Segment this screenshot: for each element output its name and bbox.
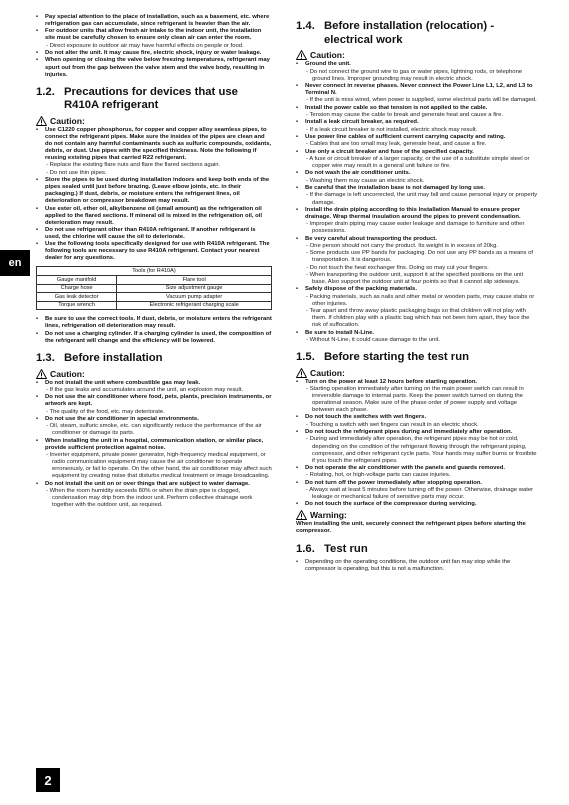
bullet-item: • Install the drain piping according to this Installation Manual to ensure proper drainage. Wrap thermal insulation around the pipes to prevent condensation. xyxy=(296,207,538,221)
bullet-item: • Never connect in reverse phases. Never connect the Power Line L1, L2, and L3 to Terminal N. xyxy=(296,83,538,97)
detail-line: - Tear apart and throw away plastic packaging bags so that children will not play with them. If children play with a plastic bag which has not been torn apart, they face the risk of suffocation. xyxy=(306,308,530,329)
caution-header xyxy=(296,50,538,60)
detail-line: - Some products use PP bands for packaging. Do not use any PP bands as a means of transportation. It is dangerous. xyxy=(306,250,534,264)
detail-line: - Touching a switch with wet fingers can result in an electric shock. xyxy=(306,421,479,428)
bullet-item: • For outdoor units that allow fresh air intake to the indoor unit, the installation site must be carefully chosen to ensure only clean air can enter the room. xyxy=(36,28,272,42)
detail-line: - Do not touch the heat exchanger fins. Doing so may cut your fingers. xyxy=(306,264,489,271)
bullet-item: • Ground the unit. xyxy=(296,61,538,68)
section-title: Before installation xyxy=(64,351,163,364)
bullet-item: • Install the power cable so that tension is not applied to the cable. xyxy=(296,105,538,112)
detail-line: - Packing materials, such as nails and other metal or wooden parts, may cause stabs or other injuries. xyxy=(306,293,535,307)
after-table-list xyxy=(36,316,272,344)
detail-line: - When the room humidity exceeds 80% or when the drain pipe is clogged, condensation may drip from the indoor unit. Perform collective drainage work together with the outdoor unit, as required. xyxy=(46,487,253,508)
table-cell: Electronic refrigerant charging scale xyxy=(117,301,272,310)
bullet-item: • Use ester oil, ether oil, alkylbenzene oil (small amount) as the refrigeration oil applied to the flared sections. If mineral oil is mixed in the refrigeration oil, oil deterioration may result. xyxy=(36,206,272,227)
detail-line: - If a leak circuit breaker is not installed, electric shock may result. xyxy=(306,126,478,133)
bullet-item: • Turn on the power at least 12 hours before starting operation. xyxy=(296,379,538,386)
detail-line: - Without N-Line, it could cause damage to the unit. xyxy=(306,336,440,343)
warning-header xyxy=(296,510,538,520)
warning-text: When installing the unit, securely connect the refrigerant pipes before starting the compressor. xyxy=(296,521,526,535)
section-number: 1.5. xyxy=(296,351,315,364)
bullet-item: • Be sure to use the correct tools. If dust, debris, or moisture enters the refrigerant lines, refrigeration oil deterioration may result. xyxy=(36,316,272,330)
intro-list xyxy=(36,14,272,79)
caution-label: Caution: xyxy=(310,50,345,61)
detail-line: - Always wait at least 5 minutes before turning off the power. Otherwise, drainage water leakage or mechanical failure of sensitive parts may occur. xyxy=(306,487,534,501)
section-title: Before starting the test run xyxy=(324,351,469,364)
bullet-item: • When opening or closing the valve below freezing temperatures, refrigerant may spurt out from the gap between the valve stem and the valve body, resulting in injuries. xyxy=(36,57,272,78)
bullet-item: • Do not install the unit where combustible gas may leak. xyxy=(36,380,272,387)
section-number: 1.6. xyxy=(296,542,315,555)
right-column xyxy=(296,14,538,574)
bullet-item: • Be sure to install N-Line. xyxy=(296,330,538,337)
caution-list-1-2 xyxy=(36,127,272,263)
section-heading-1-6 xyxy=(296,543,538,557)
bullet-item: • When installing the unit in a hospital, communication station, or similar place, provide sufficient protection against noise. xyxy=(36,438,272,452)
caution-label: Caution: xyxy=(50,368,85,379)
test-run-list xyxy=(296,559,538,573)
detail-line: - Do not connect the ground wire to gas or water pipes, lightning rods, or telephone ground lines. Improper grounding may result in electric shock. xyxy=(306,68,523,82)
detail-line: - When transporting the outdoor unit, support it at the specified positions on the unit base. Also support the outdoor unit at four points so that it cannot slip sideways. xyxy=(306,272,524,286)
table-cell: Flare tool xyxy=(117,276,272,285)
detail-line: - Tension may cause the cable to break and generate heat and cause a fire. xyxy=(306,112,504,118)
table-cell: Charge hose xyxy=(37,284,117,293)
bullet-item: • Do not use the air conditioner in special environments. xyxy=(36,416,272,423)
section-heading-1-4 xyxy=(296,20,538,47)
detail-line: - One person should not carry the product. Its weight is in excess of 20kg. xyxy=(306,243,498,249)
bullet-item: • Use power line cables of sufficient current carrying capacity and rating. xyxy=(296,134,538,141)
bullet-item: • Do not use refrigerant other than R410A refrigerant. If another refrigerant is used, the chlorine will cause the oil to deteriorate. xyxy=(36,227,272,241)
bullet-item: • Do not alter the unit. It may cause fire, electric shock, injury or water leakage. xyxy=(36,50,272,57)
bullet-item: • Do not use the air conditioner where food, pets, plants, precision instruments, or artwork are kept. xyxy=(36,394,272,408)
detail-line: - Starting operation immediately after turning on the main power switch can result in irreversible damage to internal parts. Keep the power switch turned on during the operational season. Make sure of the phase order of power supply and voltage between each phase. xyxy=(306,385,524,414)
caution-header xyxy=(296,368,538,378)
table-row xyxy=(37,301,272,310)
bullet-item: • Use the following tools specifically designed for use with R410A refrigerant. The following tools are necessary to use R410A refrigerant. Contact your nearest dealer for any questions. xyxy=(36,241,272,262)
table-cell: Gauge manifold xyxy=(37,276,117,285)
warning-triangle-icon xyxy=(36,116,47,126)
bullet-item: • Depending on the operating conditions, the outdoor unit fan may stop while the compressor is operating, but this is not a malfunction. xyxy=(296,559,538,573)
bullet-item: • Be careful that the installation base is not damaged by long use. xyxy=(296,185,538,192)
section-title: Before installation (relocation) - electrical work xyxy=(324,20,495,46)
bullet-item: • Do not install the unit on or over things that are subject to water damage. xyxy=(36,481,272,488)
section-heading-1-3 xyxy=(36,352,272,366)
caution-label: Caution: xyxy=(50,115,85,126)
caution-header xyxy=(36,369,272,379)
table-row xyxy=(37,284,272,293)
caution-list-1-4 xyxy=(296,61,538,344)
caution-list-1-3 xyxy=(36,380,272,510)
bullet-item: • Do not touch the surface of the compressor during servicing. xyxy=(296,501,538,508)
detail-line: - Improper drain piping may cause water leakage and damage to furniture and other possessions. xyxy=(306,221,525,235)
bullet-item: • Do not touch the refrigerant pipes during and immediately after operation. xyxy=(296,429,538,436)
caution-label: Caution: xyxy=(310,367,345,378)
bullet-item: • Use only a circuit breaker and fuse of the specified capacity. xyxy=(296,149,538,156)
section-heading-1-2 xyxy=(36,86,272,113)
section-number: 1.2. xyxy=(36,85,55,98)
table-cell: Vacuum pump adapter xyxy=(117,293,272,302)
table-cell: Gas leak detector xyxy=(37,293,117,302)
detail-line: - Inverter equipment, private power generator, high-frequency medical equipment, or radio communication equipment may cause the air conditioner to operate erroneously, or fail to operate. On the other hand, the air conditioner may affect such equipment by creating noise that disturbs medical treatment or image broadcasting. xyxy=(46,452,272,480)
detail-line: - If the damage is left uncorrected, the unit may fall and cause personal injury or property damage. xyxy=(306,192,538,206)
detail-line: - Washing them may cause an electric shock. xyxy=(306,177,425,184)
table-row xyxy=(37,276,272,285)
warning-triangle-icon xyxy=(296,510,307,520)
caution-list-1-5 xyxy=(296,379,538,509)
detail-line: - Cables that are too small may leak, generate heat, and cause a fire. xyxy=(306,141,487,148)
bullet-item: • Do not use a charging cylinder. If a charging cylinder is used, the composition of the refrigerant will change and the efficiency will be lowered. xyxy=(36,331,272,345)
bullet-item: • Pay special attention to the place of installation, such as a basement, etc. where refrigeration gas can accumulate, since refrigerant is heavier than the air. xyxy=(36,14,272,28)
caution-header xyxy=(36,116,272,126)
detail-line: - If the gas leaks and accumulates around the unit, an explosion may result. xyxy=(46,386,244,393)
tools-table-caption: Tools (for R410A) xyxy=(37,267,272,276)
table-row xyxy=(37,293,272,302)
bullet-item: • Do not operate the air conditioner with the panels and guards removed. xyxy=(296,465,538,472)
section-title: Test run xyxy=(324,542,368,555)
page-number: 2 xyxy=(36,768,60,792)
bullet-item: • Do not turn off the power immediately after stopping operation. xyxy=(296,480,538,487)
section-number: 1.3. xyxy=(36,351,55,364)
warning-triangle-icon xyxy=(296,50,307,60)
left-column xyxy=(36,14,272,509)
bullet-item: • Do not touch the switches with wet fingers. xyxy=(296,414,538,421)
bullet-item: • Install a leak circuit breaker, as required. xyxy=(296,119,538,126)
bullet-item: • Safely dispose of the packing materials. xyxy=(296,286,538,293)
detail-line: - Direct exposure to outdoor air may have harmful effects on people or food. xyxy=(46,42,244,49)
section-heading-1-5 xyxy=(296,351,538,365)
bullet-item: • Store the pipes to be used during installation indoors and keep both ends of the pipes sealed until just before brazing. (Leave elbow joints, etc. in their packaging.) If dust, debris, or moisture enters the refrigerant lines, oil deterioration or compressor breakdown may result. xyxy=(36,177,272,205)
table-cell: Torque wrench xyxy=(37,301,117,310)
bullet-item: • Use C1220 copper phosphorus, for copper and copper alloy seamless pipes, to connect the refrigerant pipes. Make sure the insides of the pipes are clean and do not contain any harmful contaminants such as sulfuric compounds, oxidants, debris, or dust. Use pipes with the specified thickness. Note the following if reusing existing pipes that carried R22 refrigerant. xyxy=(36,127,272,162)
detail-line: - A fuse or circuit breaker of a larger capacity, or the use of a substitute simple steel or copper wire may result in a general unit failure or fire. xyxy=(306,156,530,170)
warning-label: Warning: xyxy=(310,510,347,521)
bullet-item: • Be very careful about transporting the product. xyxy=(296,236,538,243)
table-cell: Size adjustment gauge xyxy=(117,284,272,293)
detail-line: - Do not use thin pipes. xyxy=(46,169,107,176)
tools-table xyxy=(36,266,272,310)
detail-line: - If the unit is miss wired, when power is supplied, some electrical parts will be damaged. xyxy=(306,97,537,104)
language-tab: en xyxy=(0,250,30,276)
detail-line: - Rotating, hot, or high-voltage parts can cause injuries. xyxy=(306,472,451,479)
warning-triangle-icon xyxy=(296,368,307,378)
section-number: 1.4. xyxy=(296,20,315,32)
section-title: Precautions for devices that use R410A refrigerant xyxy=(64,85,238,112)
detail-line: - The quality of the food, etc. may deteriorate. xyxy=(46,408,165,415)
detail-line: - Replace the existing flare nuts and flare the flared sections again. xyxy=(46,162,221,169)
detail-line: - Oil, steam, sulfuric smoke, etc. can significantly reduce the performance of the air conditioner or damage its parts. xyxy=(46,423,262,437)
warning-triangle-icon xyxy=(36,369,47,379)
bullet-item: • Do not wash the air conditioner units. xyxy=(296,170,538,177)
detail-line: - During and immediately after operation, the refrigerant pipes may be hot or cold, depending on the condition of the refrigerant flowing through the refrigerant piping, compressor, and other refrigerant cycle parts. Your hands may suffer burns or frostbite if you touch the refrigerant pipes. xyxy=(306,436,537,464)
